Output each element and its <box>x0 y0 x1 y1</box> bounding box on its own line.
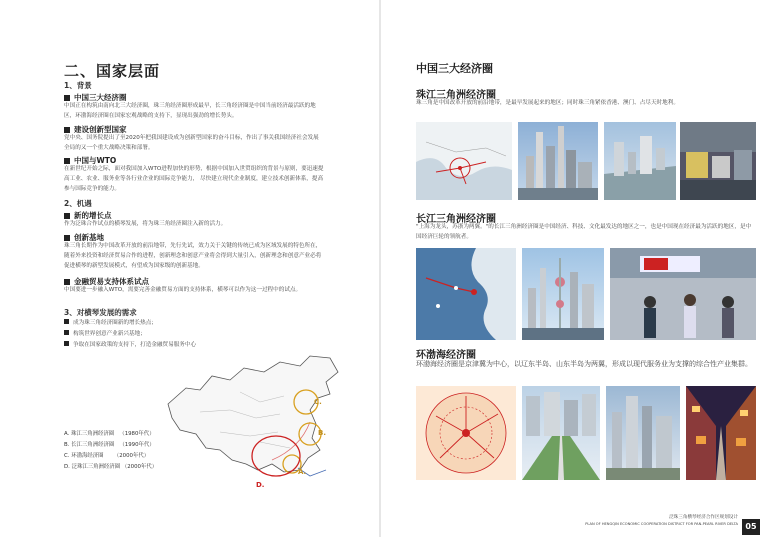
prd-title: 珠江三角洲经济圈 <box>416 90 496 101</box>
legend-item: D. 泛珠江三角洲经济圈 （2000年代） <box>64 464 158 470</box>
map-label-d: D. <box>256 481 265 489</box>
footer <box>585 514 738 528</box>
para-innovation-base: 珠三角长期作为中国改革开放的前沿地带，先行先试，效力关于关键的传统已成为区域发展的特色所在，随着外来投资和经济贸易合作的进程，创新理念和创意产业将会得到大量引入，创新理念和创意产业必将促进横琴的新型发展模式，有望成为国家级的创新基地。 <box>64 243 322 269</box>
heading-innovation-base: 创新基地 <box>64 232 104 243</box>
para-new-growth: 作为泛珠合作试点的横琴发展，将为珠三角经济圈注入新的活力。 <box>64 221 227 227</box>
para-finance-pilot: 中国要进一步融入WTO，需要完善金融贸易方面的支持体系，横琴可以作为这一过程中的试点。 <box>64 287 302 293</box>
right-title: 中国三大经济圈 <box>416 62 493 75</box>
prd-skyline-photo <box>518 122 598 200</box>
heading-finance-pilot: 金融贸易支持体系试点 <box>64 276 149 287</box>
prd-text: 珠三角是中国改革开放的前沿地带，是最早发展起来的地区；同时珠三角紧依香港、澳门、占尽天时地利。 <box>416 100 679 106</box>
heading-innovative-nation: 建设创新型国家 <box>64 124 127 135</box>
subsection-opportunity: 2、机遇 <box>64 199 92 208</box>
map-label-c: C. <box>314 398 322 406</box>
subsection-needs: 3、对横琴发展的需求 <box>64 308 137 317</box>
need-bullet: 构筑世界创意产业新兴基地； <box>64 329 146 339</box>
bohai-title: 环渤海经济圈 <box>416 350 476 361</box>
section-title: 二、国家层面 <box>64 62 161 80</box>
map-label-a: A. <box>298 468 307 476</box>
heading-new-growth: 新的增长点 <box>64 210 112 221</box>
footer-title-en: PLAN OF HENGQIN ECONOMIC COOPERATION DISTRICT FOR PAN-PEARL RIVER DELTA <box>585 522 738 526</box>
bohai-cbd-photo <box>606 386 680 480</box>
prd-map-image <box>416 122 512 200</box>
legend-item: B. 长江三角洲经济圈 （1990年代） <box>64 442 155 448</box>
legend-item: A. 珠江三角洲经济圈 （1980年代） <box>64 431 155 437</box>
yrd-pudong-photo <box>522 248 604 340</box>
prd-factory-photo <box>680 122 756 200</box>
heading-three-circles: 中国三大经济圈 <box>64 92 127 103</box>
yrd-expo-photo <box>610 248 756 340</box>
right-page <box>380 0 760 537</box>
bohai-text: 环渤海经济圈是京津冀为中心，以辽东半岛、山东半岛为两翼，形成以现代服务业为支撑的综合性产业集群。 <box>416 360 752 368</box>
bohai-boulevard-photo <box>522 386 600 480</box>
need-bullet: 成为珠三角经济圈新的增长热点； <box>64 318 157 328</box>
para-china-wto: 在新世纪开始之际，面对我国加入WTO进程加快的形势，根据中国加入世贸组织的背景与原则，要迅速提高工业、农业、服务业等各行业企业的国际竞争能力， 尽快建立现代企业制度，建立技术创新体系，提高参与国际竞争的能力。 <box>64 166 324 192</box>
map-label-b: B. <box>318 429 326 437</box>
subsection-background: 1、背景 <box>64 81 92 90</box>
footer-title-cn: 泛珠三角横琴经济合作区规划设计 <box>669 515 738 520</box>
bohai-map-image <box>416 386 516 480</box>
para-three-circles: 中国正在构筑由南向北三大经济圈，珠三角经济圈形成最早，长三角经济圈是中国当前经济最活跃的地区，环渤海经济圈在国家宏观战略的支持下，显现出强劲的增长势头。 <box>64 103 316 119</box>
need-bullet: 争取在国家政策的支持下，打造金融贸易服务中心 <box>64 340 196 350</box>
map-legend <box>64 429 157 473</box>
para-innovative-nation: 党中央、国务院提出了至2020年把我国建设成为创新型国家的奋斗目标，作出了事关我国经济社会发展全局的又一个重大战略决策和部署。 <box>64 135 319 151</box>
china-map <box>160 352 360 492</box>
heading-china-wto: 中国与WTO <box>64 155 116 166</box>
legend-item: C. 环渤海经济圈 （2000年代） <box>64 453 150 459</box>
prd-city-photo <box>604 122 676 200</box>
china-outline <box>168 356 338 472</box>
page-number: 05 <box>742 519 760 535</box>
yrd-title: 长江三角洲经济圈 <box>416 214 496 225</box>
yrd-text: "上海为龙头，苏浙为两翼。"的长江三角洲经济圈是中国经济、科技、文化最发达的地区之一，也是中国现在经济最为活跃的地区，是中国经济巨轮的领航者。 <box>416 224 752 240</box>
bohai-night-street-photo <box>686 386 756 480</box>
yrd-map-image <box>416 248 516 340</box>
